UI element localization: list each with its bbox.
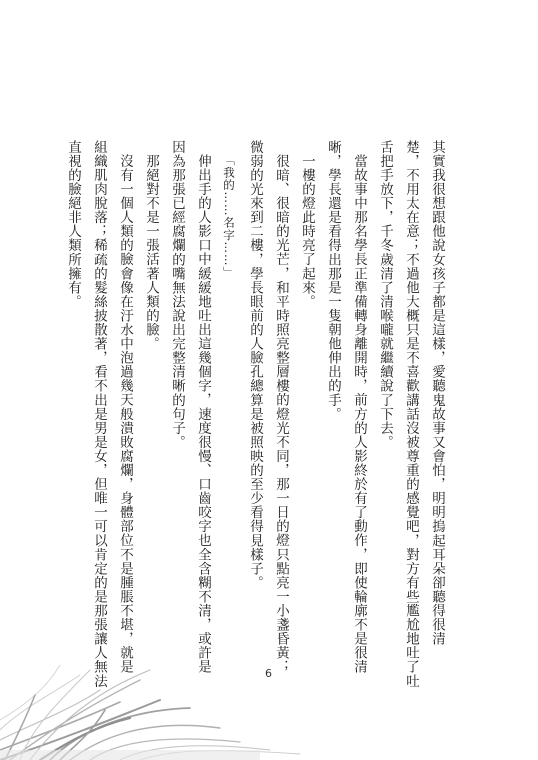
text-column: 一樓的燈此時亮了起來。	[299, 154, 315, 309]
text-column: 直視的臉絕非人類所擁有。	[65, 140, 81, 309]
text-column: 那絕對不是一張活著人類的臉。	[143, 154, 159, 351]
text-column: 「我的……名字……」	[222, 154, 236, 279]
grass-illustration	[0, 650, 538, 760]
text-column: 組織肌肉脫落；稀疏的髮絲披散著，看不出是男是女，但唯一可以肯定的是那張讓人無法	[91, 140, 107, 688]
text-column: 微弱的光來到二樓，學長眼前的人臉孔總算是被照映的至少看得見樣子。	[247, 140, 263, 590]
text-column: 晰，學長還是看得出那是一隻朝他伸出的手。	[325, 140, 341, 421]
text-column: 很暗、很暗的光芒，和平時照亮整層樓的燈光不同，那一日的燈只點亮一小盞昏黃；	[273, 154, 289, 674]
text-column: 舌把手放下，千冬歲清了清喉嚨就繼續說了下去。	[377, 140, 393, 450]
text-column: 伸出手的人影口中緩緩地吐出這幾個字，速度很慢、口齒咬字也全含糊不清，或許是	[195, 154, 211, 674]
text-column: 其實我很想跟他說女孩子都是這樣，愛聽鬼故事又會怕，明明摀起耳朵卻聽得很清	[429, 140, 445, 646]
text-column: 因為那張已經腐爛的嘴無法說出完整清晰的句子。	[169, 140, 185, 450]
text-column: 沒有一個人類的臉會像在汙水中泡過幾天般潰敗腐爛，身體部位不是腫脹不堪，就是	[117, 154, 133, 674]
text-column: 楚，不用太在意；不過他大概只是不喜歡講話沒被尊重的感覺吧，對方有些尷尬地吐了吐	[403, 140, 419, 688]
text-column: 當故事中那名學長正準備轉身離開時，前方的人影終於有了動作，即使輪廓不是很清	[351, 154, 367, 674]
page-number: 6	[265, 667, 272, 680]
